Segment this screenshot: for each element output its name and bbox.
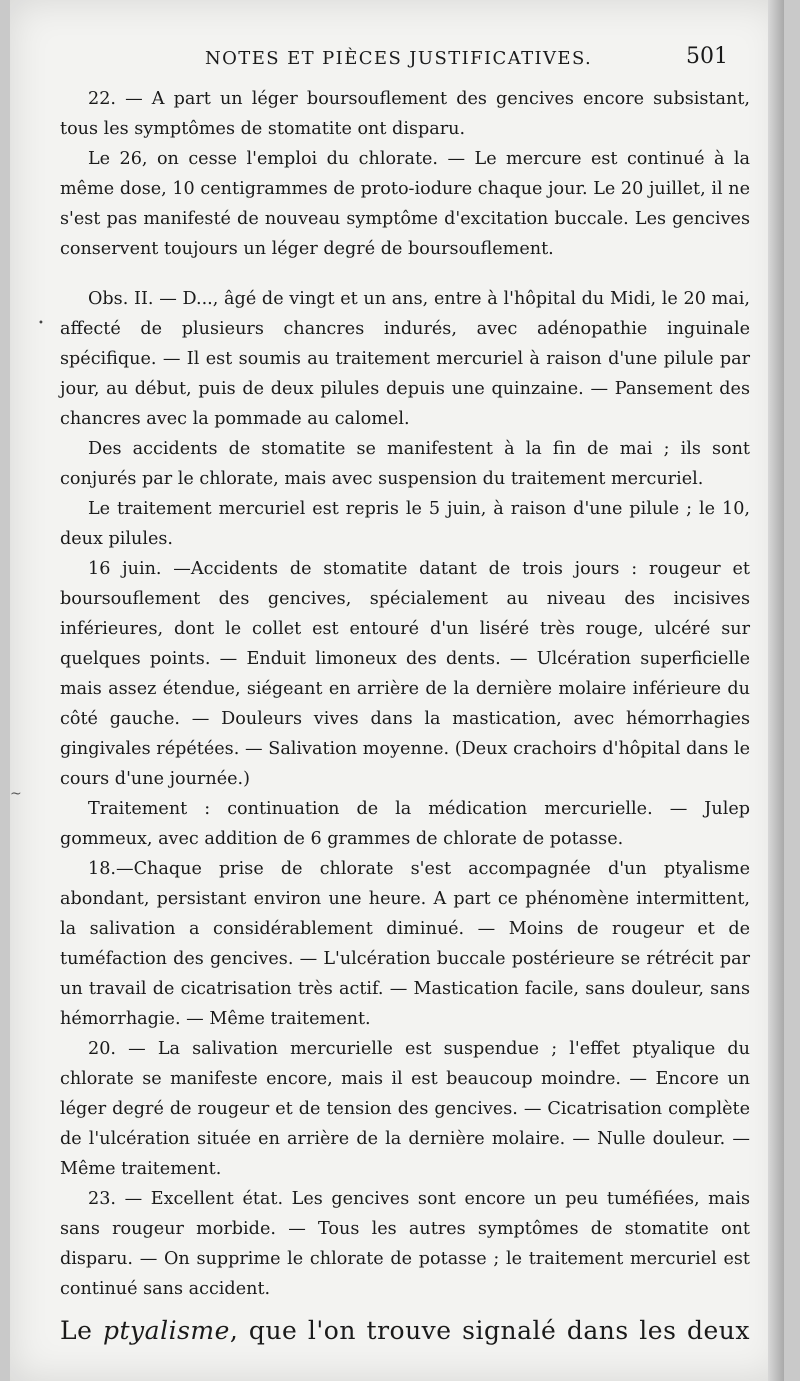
closing-lead: Le: [60, 1316, 93, 1345]
observation-heading-paragraph: Obs. II. — D..., âgé de vingt et un ans, entre à l'hôpital du Midi, le 20 mai, affecté de plusieurs chancres indurés, avec adénopathie inguinale spécifique. — Il est soumis au traitement mercuriel à raison d'une pilule par jour, au début, puis de deux pilules depuis une quinzaine. — Pansement des chancres avec la pommade au calomel.: [60, 289, 750, 429]
page-header: [10, 44, 784, 78]
paragraph: 20. — La salivation mercurielle est suspendue ; l'effet ptyalique du chlorate se manifeste encore, mais il est beaucoup moindre. — Encore un léger degré de rougeur et de tension des gencives. — Cicatrisation complète de l'ulcération située en arrière de la dernière molaire. — Nulle douleur. — Même traitement.: [60, 1039, 750, 1179]
closing-line: [60, 1316, 750, 1345]
page-edge: [768, 0, 784, 1381]
page-number: 501: [686, 44, 728, 69]
paragraph: 16 juin. —Accidents de stomatite datant de trois jours : rougeur et boursouflement des gencives, spécialement au niveau des incisives inférieures, dont le collet est entouré d'un liséré très rouge, ulcéré sur quelques points. — Enduit limoneux des dents. — Ulcération superficielle mais assez étendue, siégeant en arrière de la dernière molaire inférieure du côté gauche. — Douleurs vives dans la mastication, avec hémorrhagies gingivales répétées. — Salivation moyenne. (Deux crachoirs d'hôpital dans le cours d'une journée.): [60, 559, 750, 789]
paragraph: 18.—Chaque prise de chlorate s'est accompagnée d'un ptyalisme abondant, persistant environ une heure. A part ce phénomène intermittent, la salivation a considérablement diminué. — Moins de rougeur et de tuméfaction des gencives. — L'ulcération buccale postérieure se rétrécit par un travail de cicatrisation très actif. — Mastication facile, sans douleur, sans hémorrhagie. — Même traitement.: [60, 859, 750, 1029]
paragraph: Le traitement mercuriel est repris le 5 juin, à raison d'une pilule ; le 10, deux pilules.: [60, 499, 750, 549]
closing-rest: , que l'on trouve signalé dans les deux: [229, 1316, 750, 1345]
book-page: [10, 0, 784, 1381]
margin-mark: ~: [10, 786, 22, 802]
paragraph: 22. — A part un léger boursouflement des gencives encore subsistant, tous les symptômes de stomatite ont disparu.: [60, 89, 750, 139]
paragraph: Traitement : continuation de la médication mercurielle. — Julep gommeux, avec addition de 6 grammes de chlorate de potasse.: [60, 799, 750, 849]
paragraph: Des accidents de stomatite se manifestent à la fin de mai ; ils sont conjurés par le chlorate, mais avec suspension du traitement mercuriel.: [60, 439, 750, 489]
paragraph: Le 26, on cesse l'emploi du chlorate. — Le mercure est continué à la même dose, 10 centigrammes de proto-iodure chaque jour. Le 20 juillet, il ne s'est pas manifesté de nouveau symptôme d'excitation buccale. Les gencives conservent toujours un léger degré de boursouflement.: [60, 149, 750, 259]
closing-emphasis: ptyalisme: [103, 1316, 230, 1345]
paragraph: 23. — Excellent état. Les gencives sont encore un peu tuméfiées, mais sans rougeur morbide. — Tous les autres symptômes de stomatite ont disparu. — On supprime le chlorate de potasse ; le traitement mercuriel est continué sans accident.: [60, 1189, 750, 1299]
running-head: NOTES ET PIÈCES JUSTIFICATIVES.: [205, 48, 593, 69]
margin-mark: •: [38, 318, 44, 329]
body-text: [60, 84, 750, 1304]
